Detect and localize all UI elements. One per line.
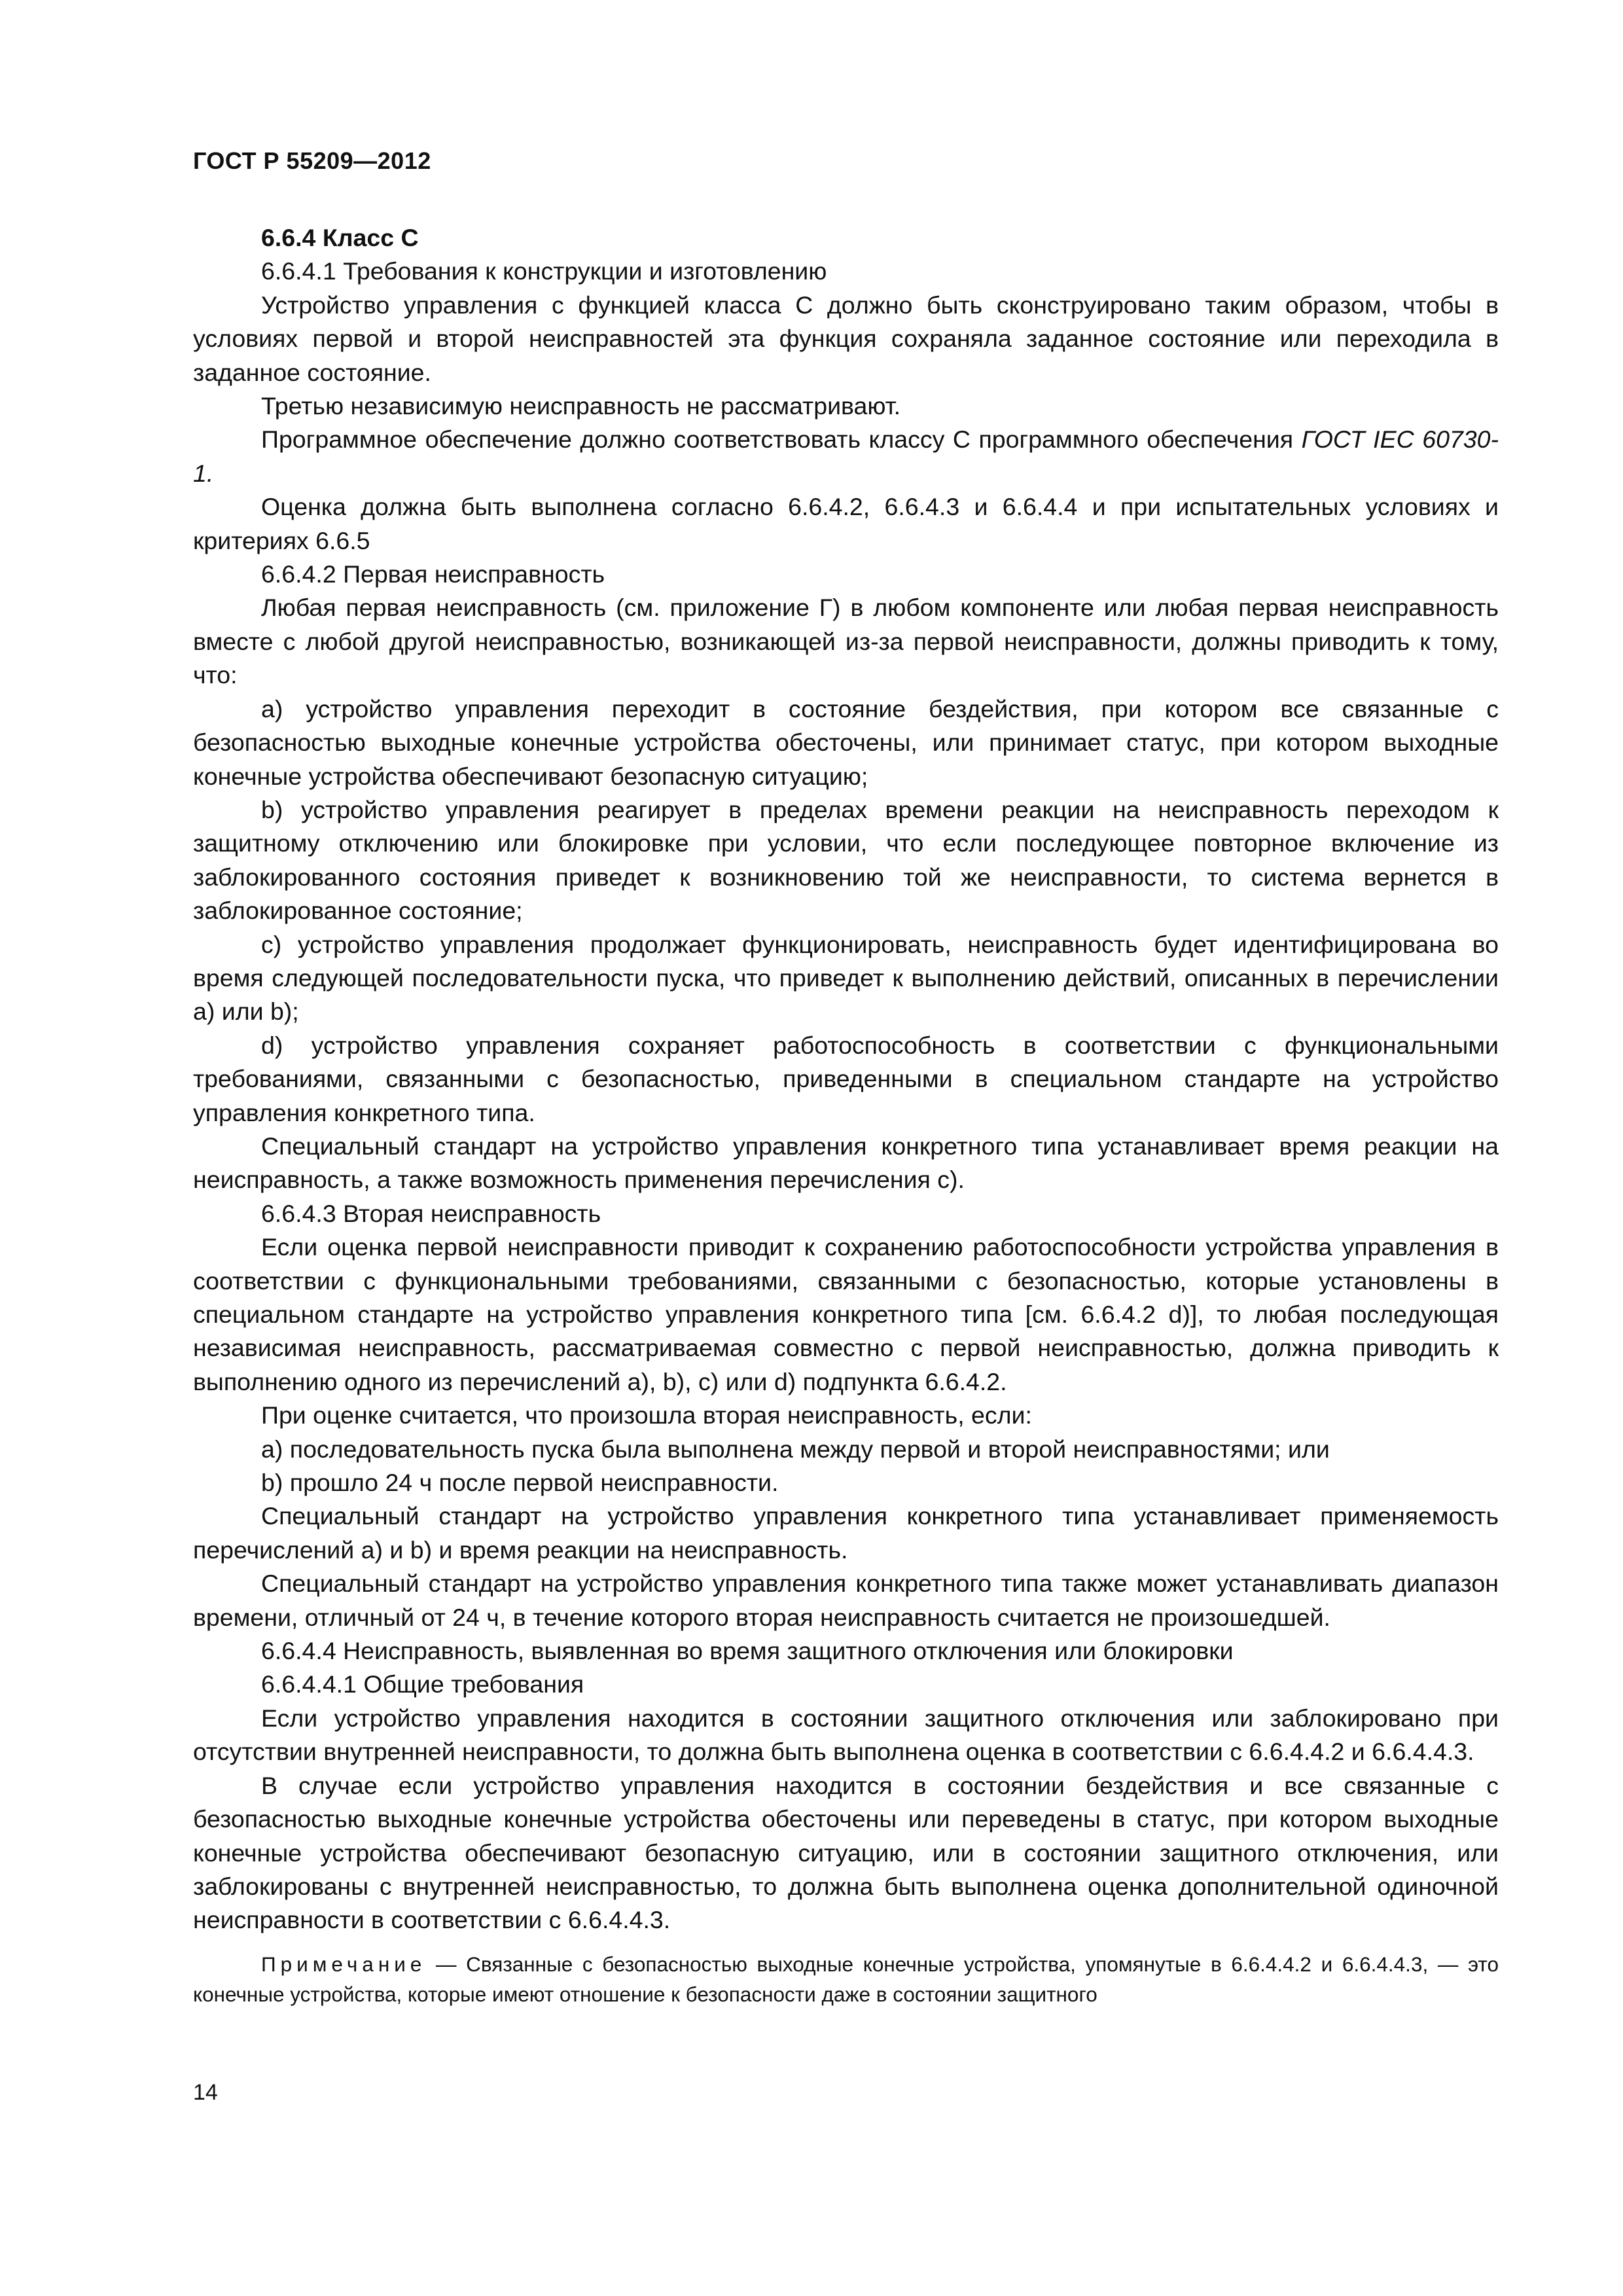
paragraph: Устройство управления с функцией класса С должно быть сконструировано таким образом, чтобы в условиях первой и второй неисправностей эта функция сохраняла заданное состояние или переходила в заданное состояние. [193,291,1499,386]
subsection-title-6-6-4-3: 6.6.4.3 Вторая неисправность [261,1199,601,1227]
paragraph: Третью независимую неисправность не рассматривают. [261,392,901,420]
list-item: b) прошло 24 ч после первой неисправности. [261,1469,779,1497]
paragraph: При оценке считается, что произошла вторая неисправность, если: [261,1401,1032,1429]
document-header: ГОСТ Р 55209—2012 [193,147,431,174]
subsection-title-6-6-4-4: 6.6.4.4 Неисправность, выявленная во время защитного отключения или блокировки [261,1637,1234,1665]
paragraph: Если устройство управления находится в состоянии защитного отключения или заблокировано при отсутствии внутренней неисправности, то должна быть выполнена оценка в соответствии с 6.6.4.4.2 и 6.6.4.4.3. [193,1704,1499,1766]
paragraph: Специальный стандарт на устройство управления конкретного типа устанавливает время реакции на неисправность, а также возможность применения перечисления c). [193,1132,1499,1194]
section-heading-6-6-4: 6.6.4 Класс С [261,224,419,251]
paragraph: Если оценка первой неисправности приводит к сохранению работоспособности устройства управления в соответствии с функциональными требованиями, связанными с безопасностью, которые установлены в специальном стандарте на устройство управления конкретного типа [см. 6.6.4.2 d)], то любая последующая независимая неисправность, рассматриваемая совместно с первой неисправностью, должна приводить к выполнению одного из перечислений a), b), c) или d) подпункта 6.6.4.2. [193,1233,1499,1395]
subsection-title-6-6-4-1: 6.6.4.1 Требования к конструкции и изготовлению [261,257,827,285]
paragraph: Оценка должна быть выполнена согласно 6.6.4.2, 6.6.4.3 и 6.6.4.4 и при испытательных условиях и критериях 6.6.5 [193,493,1499,554]
list-item: a) последовательность пуска была выполнена между первой и второй неисправностями; или [261,1435,1330,1463]
list-item: c) устройство управления продолжает функционировать, неисправность будет идентифицирована во время следующей последовательности пуска, что приведет к выполнению действий, описанных в перечислении a) или b); [193,930,1499,1026]
note-text: — Связанные с безопасностью выходные конечные устройства, упомянутые в 6.6.4.4.2 и 6.6.4.4.3, — это конечные устройства, которые имеют отношение к безопасности даже в состоянии защитного [193,1952,1499,2006]
subsection-title-6-6-4-2: 6.6.4.2 Первая неисправность [261,560,605,588]
note-label: Примечание [261,1952,427,1976]
paragraph: В случае если устройство управления находится в состоянии бездействия и все связанные с безопасностью выходные конечные устройства обесточены или переведены в статус, при котором выходные конечные устройства обеспечивают безопасную ситуацию, или в состоянии защитного отключения, или заблокированы с внутренней неисправностью, то должна быть выполнена оценка дополнительной одиночной неисправности в соответствии с 6.6.4.4.3. [193,1771,1499,1934]
paragraph: Специальный стандарт на устройство управления конкретного типа устанавливает применяемость перечислений a) и b) и время реакции на неисправность. [193,1502,1499,1564]
note [193,1949,1499,2009]
paragraph [193,423,1499,490]
page-number: 14 [193,2080,218,2105]
subsection-title-6-6-4-4-1: 6.6.4.4.1 Общие требования [261,1670,584,1698]
list-item: d) устройство управления сохраняет работоспособность в соответствии с функциональными требованиями, связанными с безопасностью, приведенными в специальном стандарте на устройство управления конкретного типа. [193,1031,1499,1126]
standard-reference: ГОСТ IEC 60730-1. [193,425,1499,487]
paragraph: Специальный стандарт на устройство управления конкретного типа также может устанавливать диапазон времени, отличный от 24 ч, в течение которого вторая неисправность считается не произошедшей. [193,1570,1499,1631]
list-item: a) устройство управления переходит в состояние бездействия, при котором все связанные с безопасностью выходные конечные устройства обесточены, или принимает статус, при котором выходные конечные устройства обеспечивают безопасную ситуацию; [193,694,1499,790]
paragraph-text: Программное обеспечение должно соответствовать классу С программного обеспечения [261,425,1302,454]
list-item: b) устройство управления реагирует в пределах времени реакции на неисправность переходом к защитному отключению или блокировке при условии, что если последующее повторное включение из заблокированного состояния приведет к возникновению той же неисправности, то система вернется в заблокированное состояние; [193,795,1499,925]
paragraph: Любая первая неисправность (см. приложение Г) в любом компоненте или любая первая неисправность вместе с любой другой неисправностью, возникающей из-за первой неисправности, должны приводить к тому, что: [193,594,1499,689]
document-body [193,221,1499,2009]
